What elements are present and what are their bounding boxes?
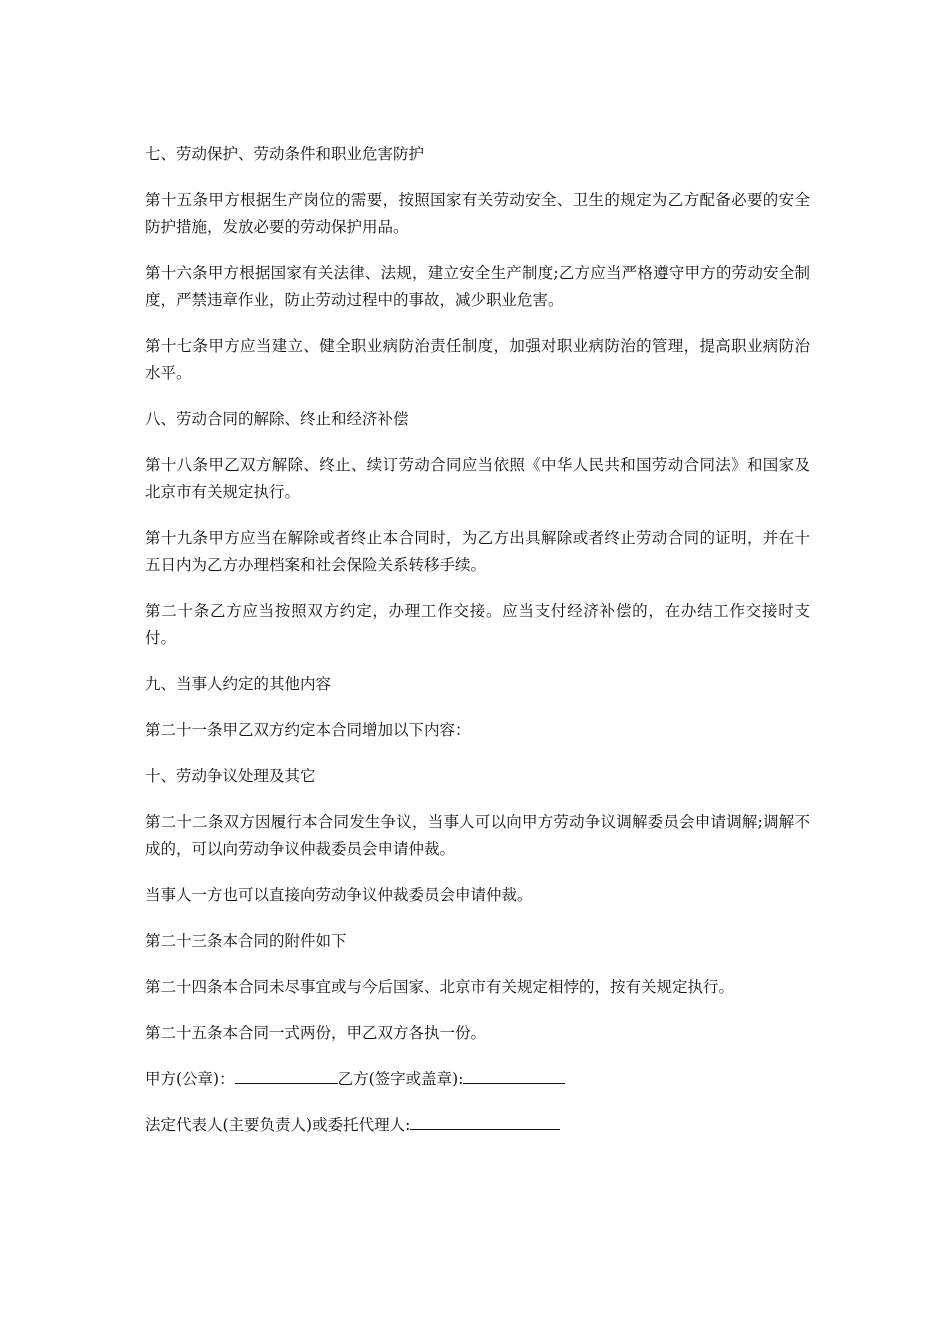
article-21: 第二十一条甲乙双方约定本合同增加以下内容： [145, 721, 471, 739]
article-24: 第二十四条本合同未尽事宜或与今后国家、北京市有关规定相悖的，按有关规定执行。 [145, 978, 735, 996]
article-16: 第十六条甲方根据国家有关法律、法规，建立安全生产制度;乙方应当严格遵守甲方的劳动安全制度，严禁违章作业，防止劳动过程中的事故，减少职业危害。 [145, 264, 810, 309]
section-heading-10: 十、劳动争议处理及其它 [145, 767, 316, 785]
section-heading-7: 七、劳动保护、劳动条件和职业危害防护 [145, 145, 425, 163]
signature-line-representative [145, 1112, 810, 1139]
article-18: 第十八条甲乙双方解除、终止、续订劳动合同应当依照《中华人民共和国劳动合同法》和国家及北京市有关规定执行。 [145, 456, 810, 501]
article-19: 第十九条甲方应当在解除或者终止本合同时，为乙方出具解除或者终止劳动合同的证明，并在十五日内为乙方办理档案和社会保险关系转移手续。 [145, 529, 810, 574]
signature-line-parties [145, 1066, 810, 1093]
article-22-continued: 当事人一方也可以直接向劳动争议仲裁委员会申请仲裁。 [145, 886, 533, 904]
representative-label: 法定代表人(主要负责人)或委托代理人: [145, 1116, 411, 1134]
article-25: 第二十五条本合同一式两份，甲乙双方各执一份。 [145, 1024, 487, 1042]
party-a-label: 甲方(公章)： [145, 1070, 235, 1088]
party-b-signature-blank [463, 1066, 565, 1084]
party-a-signature-blank [235, 1066, 338, 1084]
document-body [145, 141, 810, 1158]
article-17: 第十七条甲方应当建立、健全职业病防治责任制度，加强对职业病防治的管理，提高职业病防治水平。 [145, 337, 810, 382]
party-b-label: 乙方(签字或盖章): [337, 1070, 464, 1088]
representative-signature-blank [410, 1112, 560, 1130]
section-heading-9: 九、当事人约定的其他内容 [145, 675, 332, 693]
article-22: 第二十二条双方因履行本合同发生争议，当事人可以向甲方劳动争议调解委员会申请调解;调解不成的，可以向劳动争议仲裁委员会申请仲裁。 [145, 813, 810, 858]
article-20: 第二十条乙方应当按照双方约定，办理工作交接。应当支付经济补偿的，在办结工作交接时支付。 [145, 602, 810, 647]
article-23: 第二十三条本合同的附件如下 [145, 932, 347, 950]
section-heading-8: 八、劳动合同的解除、终止和经济补偿 [145, 410, 409, 428]
article-15: 第十五条甲方根据生产岗位的需要，按照国家有关劳动安全、卫生的规定为乙方配备必要的安全防护措施，发放必要的劳动保护用品。 [145, 191, 810, 236]
